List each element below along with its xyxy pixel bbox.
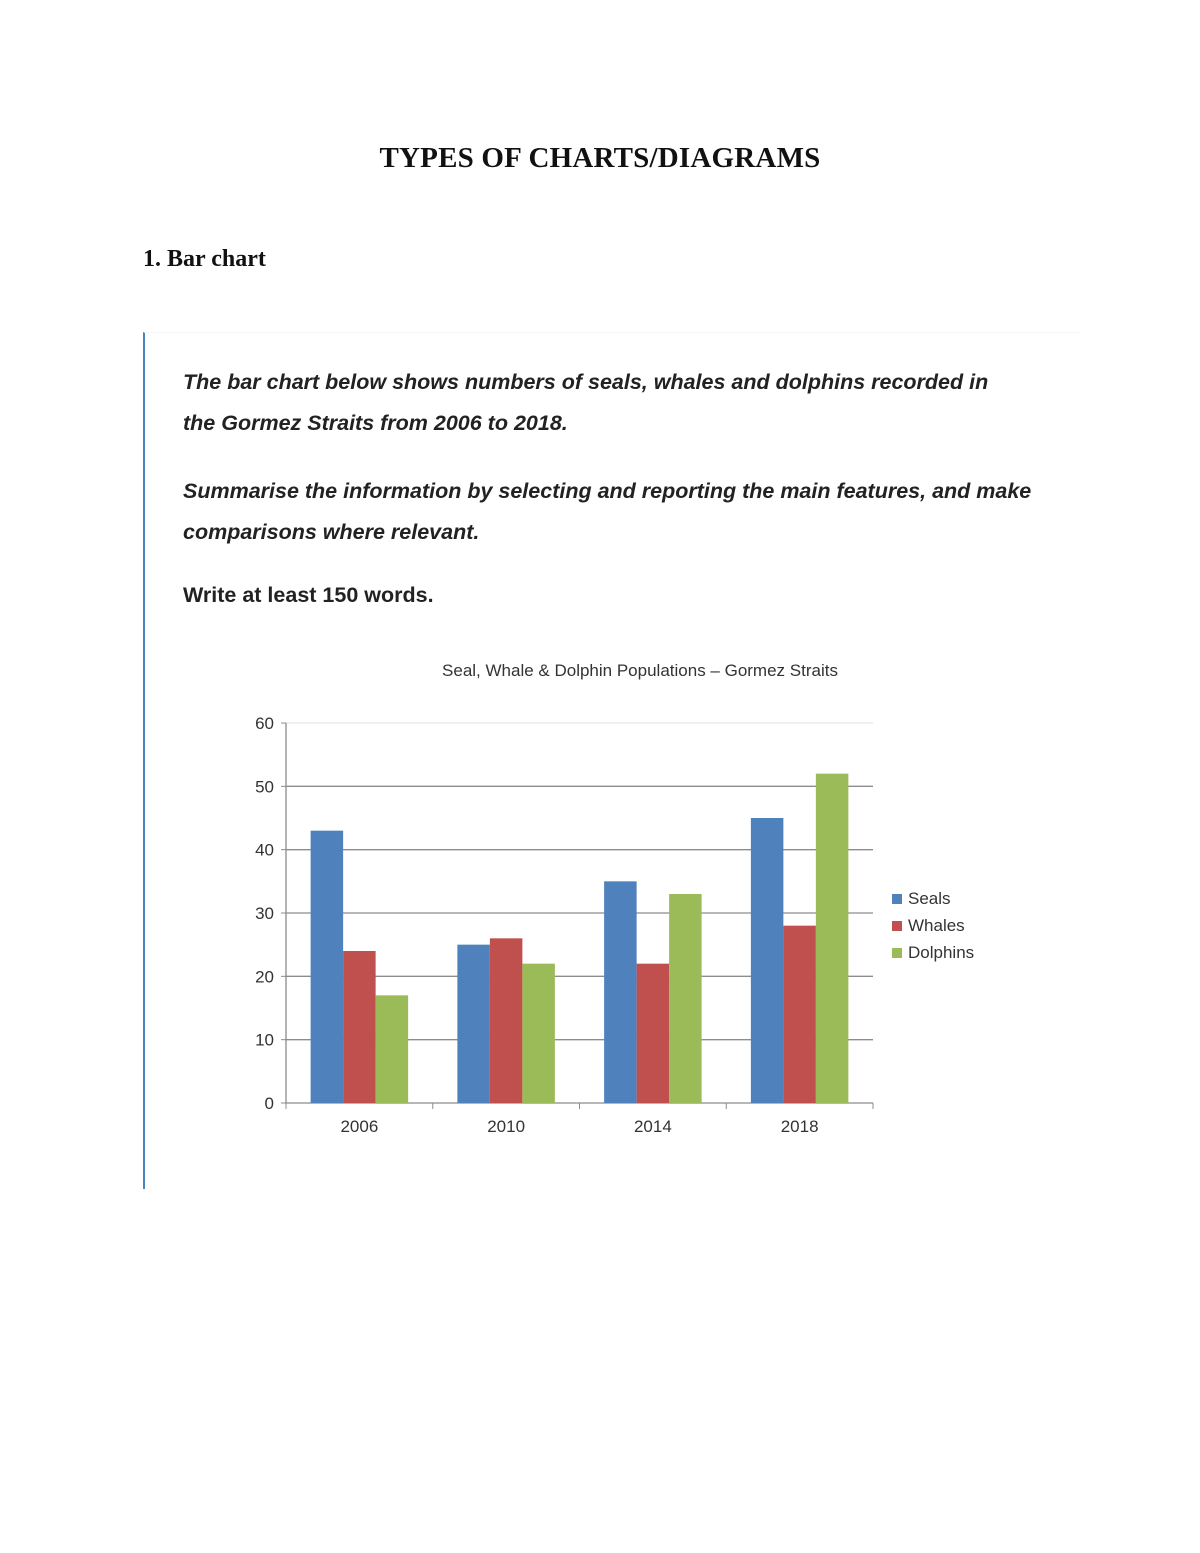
bar-whales-2018 <box>783 926 816 1103</box>
legend-label-whales: Whales <box>908 915 965 935</box>
y-tick-label: 20 <box>255 967 274 987</box>
bar-seals-2006 <box>311 831 344 1103</box>
x-tick-label: 2014 <box>633 1117 672 1136</box>
bar-whales-2006 <box>343 951 376 1103</box>
x-tick-label: 2010 <box>487 1117 526 1136</box>
legend-label-dolphins: Dolphins <box>908 942 975 962</box>
bar-dolphins-2010 <box>522 964 555 1103</box>
section-heading: 1. Bar chart <box>143 246 266 272</box>
bar-dolphins-2014 <box>669 894 702 1103</box>
bar-seals-2018 <box>751 818 784 1103</box>
bar-whales-2014 <box>637 964 670 1103</box>
y-tick-label: 0 <box>264 1094 274 1113</box>
y-tick-label: 10 <box>255 1030 274 1050</box>
chart-title: Seal, Whale & Dolphin Populations – Gormez Straits <box>442 661 838 680</box>
bar-whales-2010 <box>490 938 523 1103</box>
legend-item-whales <box>892 912 974 939</box>
bar-dolphins-2018 <box>816 774 849 1103</box>
bar-seals-2014 <box>604 881 637 1103</box>
legend-label-seals: Seals <box>908 888 951 908</box>
task-instructions: Summarise the information by selecting and reporting the main features, and make comparisons where relevant. <box>183 479 1032 544</box>
page-title: TYPES OF CHARTS/DIAGRAMS <box>379 142 821 174</box>
y-tick-label: 40 <box>255 840 274 860</box>
chart-legend <box>892 885 974 966</box>
y-tick-label: 60 <box>255 714 274 733</box>
legend-swatch-whales <box>892 921 902 931</box>
legend-item-seals <box>892 885 974 912</box>
y-tick-label: 50 <box>255 777 274 797</box>
task-prompt: The bar chart below shows numbers of seals, whales and dolphins recorded in the Gormez Straits from 2006 to 2018. <box>183 370 989 435</box>
legend-swatch-dolphins <box>892 948 902 958</box>
bar-seals-2010 <box>457 945 490 1103</box>
y-tick-label: 30 <box>255 904 274 923</box>
bar-dolphins-2006 <box>376 995 409 1103</box>
legend-swatch-seals <box>892 894 902 904</box>
x-tick-label: 2018 <box>780 1117 819 1136</box>
legend-item-dolphins <box>892 939 974 966</box>
word-count-instruction: Write at least 150 words. <box>183 583 434 607</box>
x-tick-label: 2006 <box>340 1117 379 1136</box>
